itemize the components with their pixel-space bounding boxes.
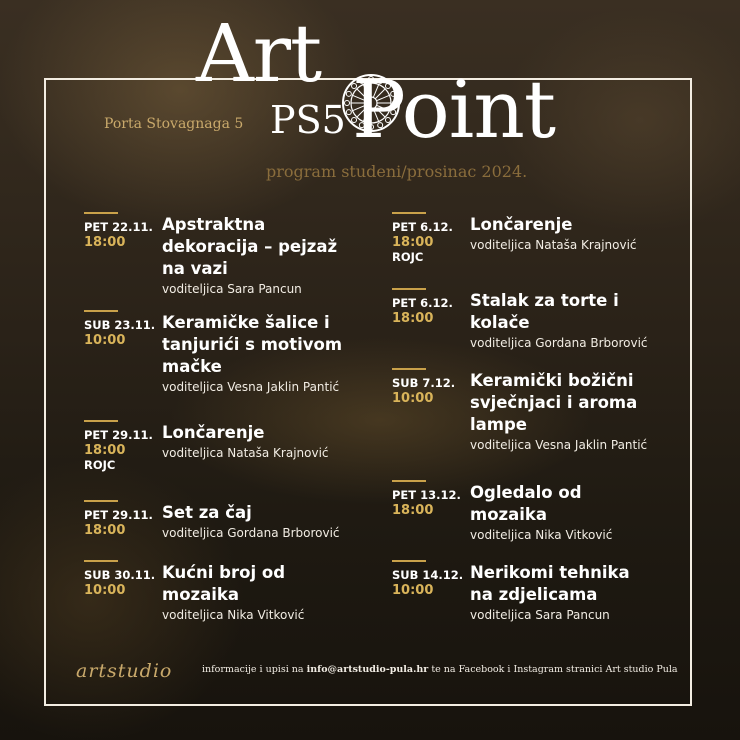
event-location: ROJC xyxy=(84,458,116,472)
event-title: Stalak za torte i kolače xyxy=(470,291,619,332)
event-date-block xyxy=(392,220,466,265)
event-title-block xyxy=(162,214,362,298)
event-title-block xyxy=(162,312,362,396)
event-date-block xyxy=(392,488,466,518)
event-date: SUB 23.11. xyxy=(84,318,156,332)
event-leader: voditeljica Vesna Jaklin Pantić xyxy=(162,380,340,394)
event-divider xyxy=(84,560,118,562)
event-time: 18:00 xyxy=(84,235,126,250)
event-divider xyxy=(84,500,118,502)
event-title: Lončarenje xyxy=(470,215,573,234)
event-date: PET 13.12. xyxy=(392,488,461,502)
event-leader: voditeljica Nika Vitković xyxy=(162,608,305,622)
event-date-block xyxy=(84,568,158,598)
event-divider xyxy=(392,368,426,370)
event-date: SUB 14.12. xyxy=(392,568,464,582)
event-title-block xyxy=(162,422,362,462)
event-date: PET 6.12. xyxy=(392,220,453,234)
title-point: Point xyxy=(352,63,556,156)
footer-info xyxy=(202,664,678,675)
event-title-block xyxy=(162,502,362,542)
event-title: Keramički božični svječnjaci i aroma lampe xyxy=(470,371,638,434)
event-leader: voditeljica Gordana Brborović xyxy=(470,336,648,350)
address: Porta Stovagnaga 5 xyxy=(104,116,244,132)
event-title: Kućni broj od mozaika xyxy=(162,563,286,604)
event-title-block xyxy=(470,290,658,352)
event-time: 18:00 xyxy=(84,523,126,538)
event-title-block xyxy=(470,562,658,624)
rosette-icon xyxy=(340,72,402,134)
event-time: 10:00 xyxy=(84,333,126,348)
event-title: Ogledalo od mozaika xyxy=(470,483,582,524)
event-divider xyxy=(392,560,426,562)
event-location: ROJC xyxy=(392,250,424,264)
event-leader: voditeljica Sara Pancun xyxy=(162,282,302,296)
event-leader: voditeljica Vesna Jaklin Pantić xyxy=(470,438,648,452)
event-date: PET 29.11. xyxy=(84,428,153,442)
event-title-block xyxy=(470,370,658,454)
event-leader: voditeljica Sara Pancun xyxy=(470,608,610,622)
event-divider xyxy=(84,212,118,214)
title-art: Art xyxy=(196,7,322,100)
event-divider xyxy=(392,288,426,290)
event-title: Nerikomi tehnika na zdjelicama xyxy=(470,563,630,604)
event-leader: voditeljica Nataša Krajnović xyxy=(162,446,329,460)
event-divider xyxy=(84,310,118,312)
program-subtitle: program studeni/prosinac 2024. xyxy=(266,162,528,181)
event-divider xyxy=(392,480,426,482)
footer-text-prefix: informacije i upisi na xyxy=(202,664,307,675)
event-date: PET 29.11. xyxy=(84,508,153,522)
event-divider xyxy=(84,420,118,422)
event-title-block xyxy=(162,562,362,624)
event-time: 18:00 xyxy=(84,443,126,458)
event-title-block xyxy=(470,214,658,254)
event-date-block xyxy=(392,296,466,326)
title-ps5: PS5 xyxy=(270,98,346,142)
event-date-block xyxy=(84,220,158,250)
event-divider xyxy=(392,212,426,214)
event-leader: voditeljica Nika Vitković xyxy=(470,528,613,542)
event-time: 18:00 xyxy=(392,311,434,326)
event-date-block xyxy=(392,376,466,406)
event-time: 10:00 xyxy=(84,583,126,598)
event-leader: voditeljica Nataša Krajnović xyxy=(470,238,637,252)
event-title-block xyxy=(470,482,658,544)
event-date: SUB 7.12. xyxy=(392,376,456,390)
event-time: 18:00 xyxy=(392,235,434,250)
event-date-block xyxy=(84,508,158,538)
event-date-block xyxy=(84,428,158,473)
event-date: SUB 30.11. xyxy=(84,568,156,582)
event-title: Keramičke šalice i tanjurići s motivom mačke xyxy=(162,313,343,376)
footer-email[interactable]: info@artstudio-pula.hr xyxy=(306,664,429,675)
footer-text-suffix: te na Facebook i Instagram stranici Art studio Pula xyxy=(428,664,678,675)
event-leader: voditeljica Gordana Brborović xyxy=(162,526,340,540)
event-title: Apstraktna dekoracija – pejzaž na vazi xyxy=(162,215,338,278)
event-date-block xyxy=(392,568,466,598)
event-time: 18:00 xyxy=(392,503,434,518)
event-date: PET 6.12. xyxy=(392,296,453,310)
event-title: Set za čaj xyxy=(162,503,252,522)
event-date-block xyxy=(84,318,158,348)
event-time: 10:00 xyxy=(392,391,434,406)
artstudio-logo: artstudio xyxy=(76,660,173,682)
event-title: Lončarenje xyxy=(162,423,265,442)
event-time: 10:00 xyxy=(392,583,434,598)
event-date: PET 22.11. xyxy=(84,220,153,234)
